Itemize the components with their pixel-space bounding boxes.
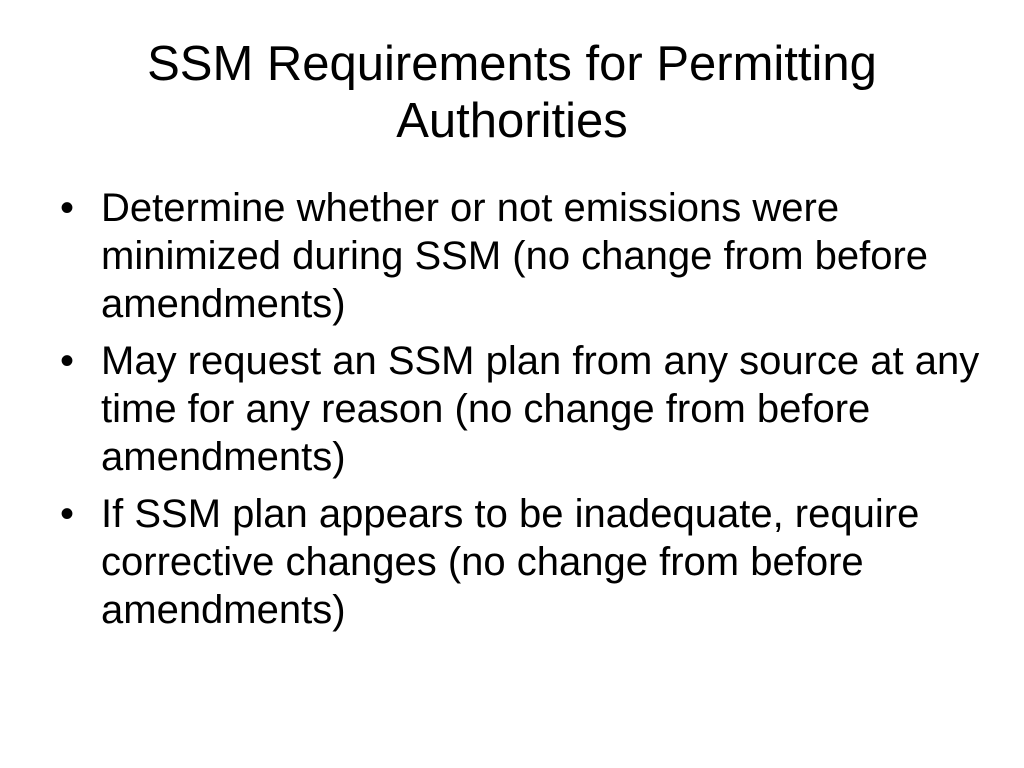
bullet-item bbox=[60, 337, 980, 481]
bullet-text: May request an SSM plan from any source at any time for any reason (no change from before amendments) bbox=[101, 339, 980, 479]
bullet-item bbox=[60, 184, 980, 328]
bullet-marker: • bbox=[60, 339, 75, 383]
slide-title: SSM Requirements for Permitting Authorities bbox=[147, 37, 877, 148]
bullet-text: If SSM plan appears to be inadequate, require corrective changes (no change from before amendments) bbox=[101, 492, 920, 632]
bullet-marker: • bbox=[60, 186, 75, 230]
bullet-marker: • bbox=[60, 492, 75, 536]
bullet-list bbox=[60, 184, 980, 643]
bullet-text: Determine whether or not emissions were minimized during SSM (no change from before amendments) bbox=[101, 186, 929, 326]
bullet-item bbox=[60, 490, 980, 634]
